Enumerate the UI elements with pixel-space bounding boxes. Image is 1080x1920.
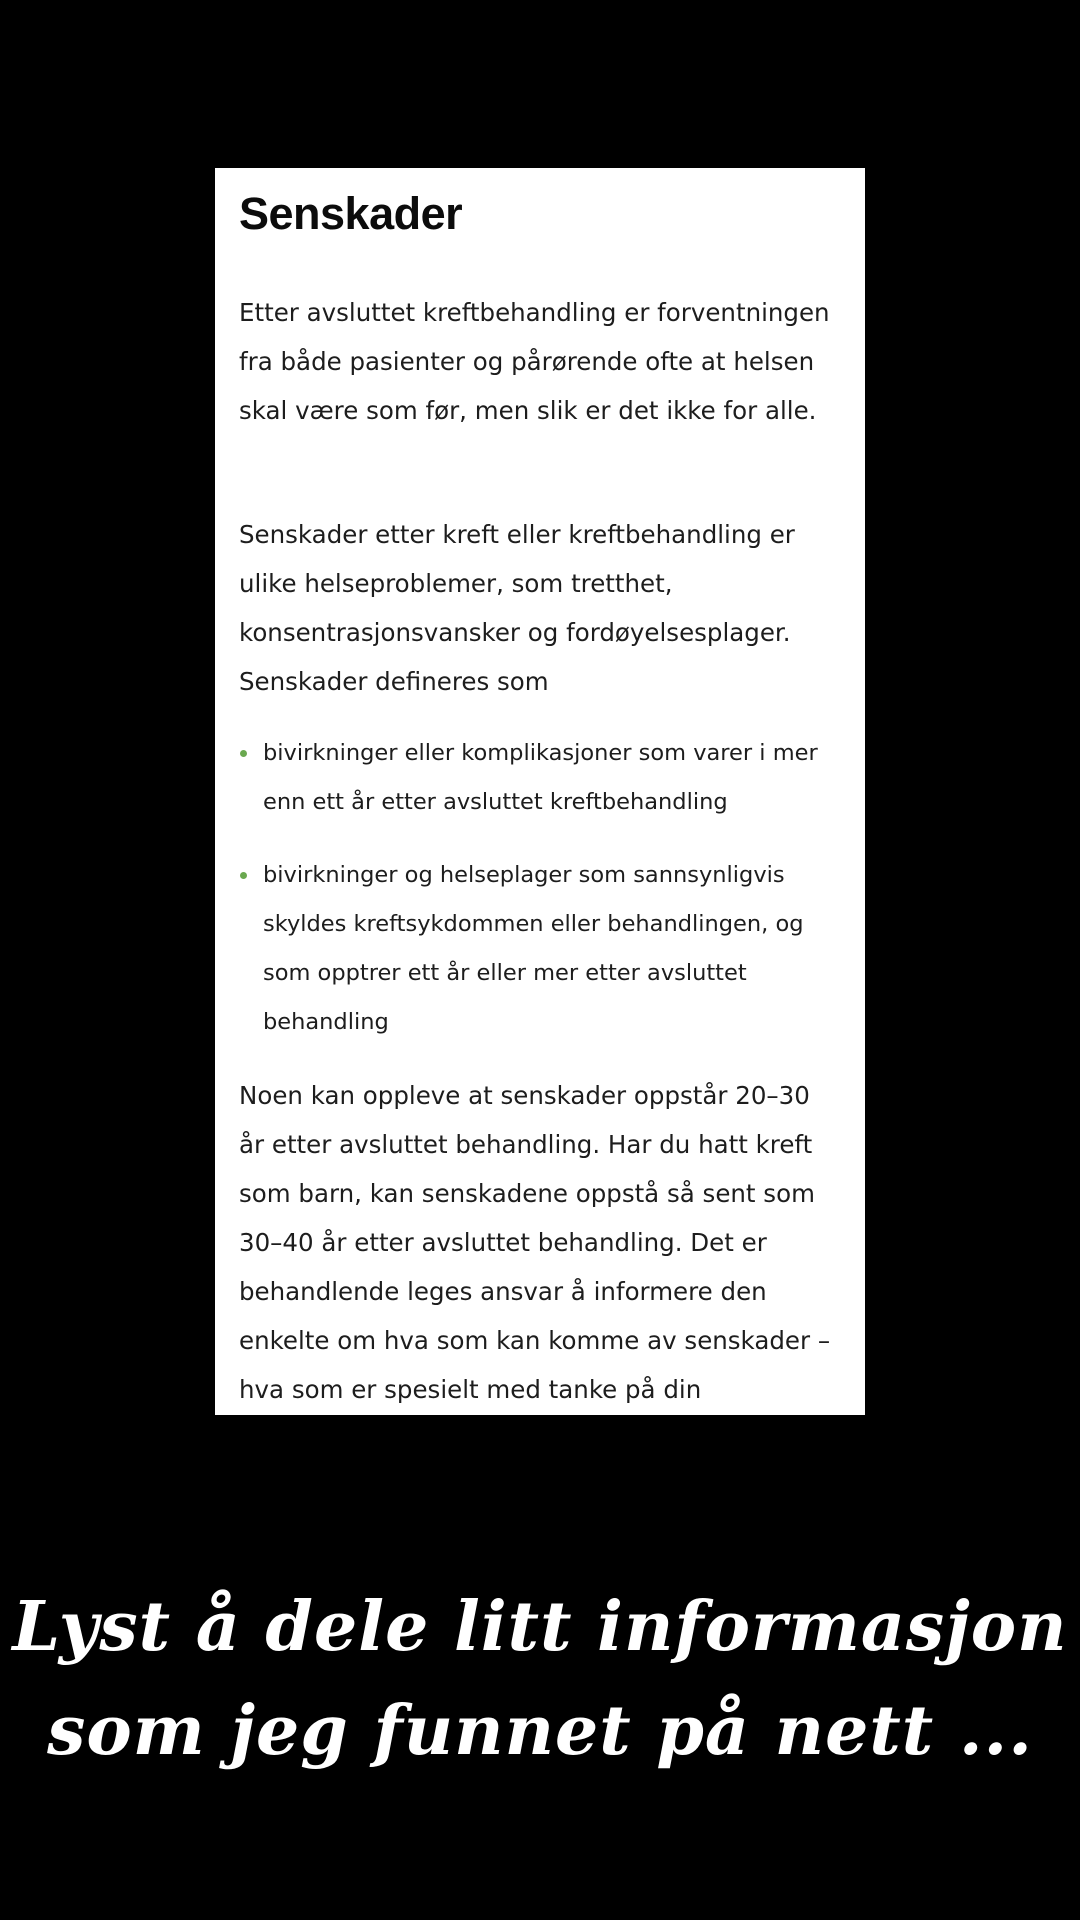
list-item-text: bivirkninger og helseplager som sannsynligvis skyldes kreftsykdommen eller behandlingen, og som opptrer ett år eller mer etter avsluttet behandling <box>263 862 804 1035</box>
definition-list <box>239 729 837 1047</box>
definition-paragraph: Senskader etter kreft eller kreftbehandling er ulike helseproblemer, som tretthet, konsentrasjonsvansker og fordøyelsesplager. Senskader defineres som <box>239 520 795 696</box>
list-item <box>239 729 837 827</box>
article-title: Senskader <box>239 188 463 239</box>
caption-line-1: Lyst å dele litt informasjon <box>12 1587 1068 1667</box>
article-screenshot <box>215 168 865 1415</box>
late-effects-paragraph: Noen kan oppleve at senskader oppstår 20–30 år etter avsluttet behandling. Har du hatt kreft som barn, kan senskadene oppstå så sent som 30–40 år etter avsluttet behandling. Det er behandlende leges ansvar å informere den enkelte om hva som kan komme av senskader – hva som er spesielt med tanke på din <box>239 1081 831 1404</box>
list-item <box>239 851 837 1047</box>
bullet-icon <box>240 750 247 757</box>
bullet-icon <box>240 872 247 879</box>
caption-line-2: som jeg funnet på nett ... <box>47 1691 1033 1771</box>
caption-text <box>0 1575 1080 1783</box>
list-item-text: bivirkninger eller komplikasjoner som varer i mer enn ett år etter avsluttet kreftbehandling <box>263 740 818 815</box>
intro-paragraph: Etter avsluttet kreftbehandling er forventningen fra både pasienter og pårørende ofte at helsen skal være som før, men slik er det ikke for alle. <box>239 298 830 425</box>
